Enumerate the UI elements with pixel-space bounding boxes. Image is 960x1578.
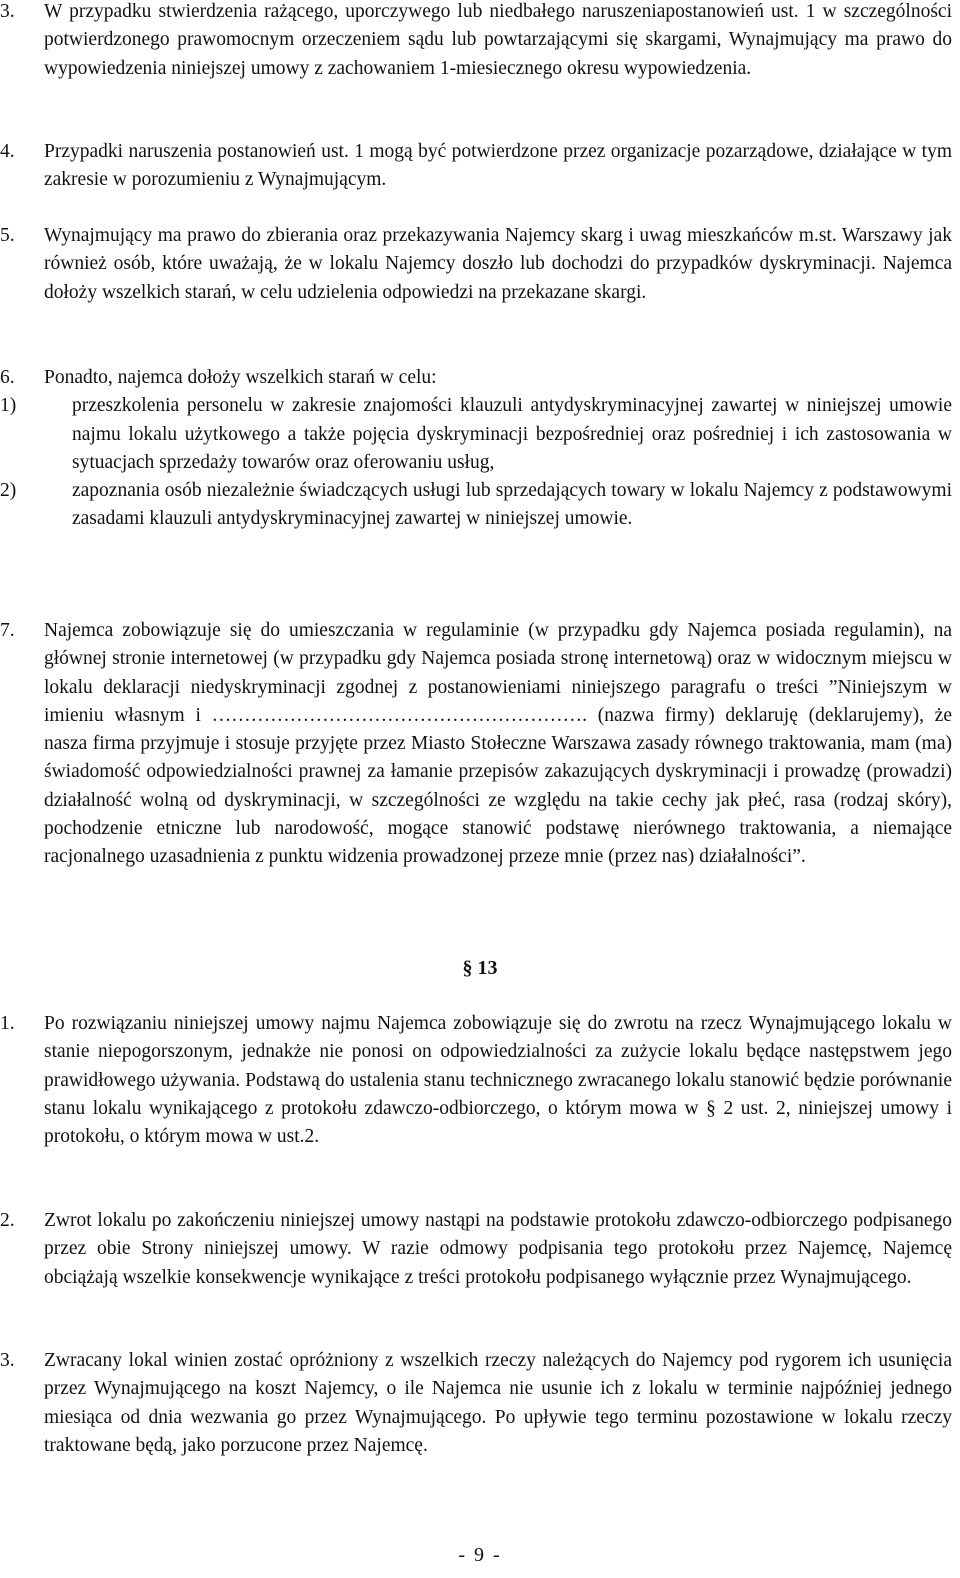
section-heading <box>0 954 960 982</box>
paragraph-item <box>0 1347 960 1460</box>
paragraph-item <box>0 1010 960 1151</box>
sub-item-number: 2) <box>0 480 17 502</box>
sub-item-text: zapoznania osób niezależnie świadczących usługi lub sprzedających towary w lokalu Najemcy z podstawowymi zasadami klauzuli antydyskryminacyjnej zawartej w niniejszej umowie. <box>72 480 952 530</box>
item-text: Po rozwiązaniu niniejszej umowy najmu Najemca zobowiązuje się do zwrotu na rzecz Wynajmującego lokalu w stanie niepogorszonym, jednakże nie ponosi on odpowiedzialności za zużycie lokalu będące następstwem jego prawidłowego używania. Podstawą do ustalenia stanu technicznego zwracanego lokalu stanowić będzie porównanie stanu lokalu wynikającego z protokołu zdawczo-odbiorczego, o którym mowa w § 2 ust. 2, niniejszej umowy i protokołu, o którym mowa w ust.2. <box>44 1013 952 1148</box>
sub-item <box>0 392 952 477</box>
item-text: Ponadto, najemca dołoży wszelkich starań w celu: <box>44 367 437 388</box>
paragraph-item <box>0 617 960 872</box>
item-number: 4. <box>0 141 15 162</box>
item-number: 6. <box>0 367 15 388</box>
paragraph-item <box>0 222 960 307</box>
item-text: Wynajmujący ma prawo do zbierania oraz przekazywania Najemcy skarg i uwag mieszkańców m.st. Warszawy jak również osób, które uważają, że w lokalu Najemcy doszło lub dochodzi do przypadków dyskryminacji. Najemca dołoży wszelkich starań, w celu udzielenia odpowiedzi na przekazane skargi. <box>44 225 952 303</box>
item-number: 7. <box>0 620 15 641</box>
paragraph-item <box>0 0 960 83</box>
sub-item-text: przeszkolenia personelu w zakresie znajomości klauzuli antydyskryminacyjnej zawartej w niniejszej umowie najmu lokalu użytkowego a także pojęcia dyskryminacji bezpośredniej oraz pośredniej i ich zastosowania w sytuacjach sprzedaży towarów oraz oferowaniu usług, <box>72 395 952 473</box>
page-number: - 9 - <box>458 1544 502 1566</box>
item-number: 3. <box>0 1350 15 1371</box>
paragraph-item <box>0 1207 960 1292</box>
paragraph-item <box>0 138 960 195</box>
sub-item <box>0 477 952 534</box>
item-text: Najemca zobowiązuje się do umieszczania w regulaminie (w przypadku gdy Najemca posiada regulamin), na głównej stronie internetowej (w przypadku gdy Najemca posiada stronę internetową) oraz w widocznym miejscu w lokalu deklaracji niedyskryminacji zgodnej z postanowieniami niniejszego paragrafu o treści ”Niniejszym w imieniu własnym i …………………………………………………. (nazwa firmy) deklaruję (deklarujemy), że nasza firma przyjmuje i stosuje przyjęte przez Miasto Stołeczne Warszawa zasady równego traktowania, mam (ma) świadomość odpowiedzialności prawnej za łamanie przepisów zakazujących dyskryminacji i prowadzę (prowadzi) działalność wolną od dyskryminacji, w szczególności ze względu na takie cechy jak płeć, rasa (rodzaj skóry), pochodzenie etniczne lub narodowość, mogące stanowić podstawę nierównego traktowania, a niemające racjonalnego uzasadnienia z punktu widzenia prowadzonej przeze mnie (przez nas) działalności”. <box>44 620 952 868</box>
section-symbol: § <box>462 957 473 979</box>
item-text: Zwracany lokal winien zostać opróżniony z wszelkich rzeczy należących do Najemcy pod rygorem ich usunięcia przez Wynajmującego na koszt Najemcy, o ile Najemca nie usunie ich z lokalu w terminie najpóźniej jednego miesiąca od dnia wezwania go przez Wynajmującego. Po upływie tego terminu pozostawione w lokalu rzeczy traktowane będą, jako porzucone przez Najemcę. <box>44 1350 952 1456</box>
item-number: 5. <box>0 225 15 246</box>
item-number: 3. <box>0 1 15 22</box>
item-text: W przypadku stwierdzenia rażącego, uporczywego lub niedbałego naruszeniapostanowień ust. 1 w szczególności potwierdzonego prawomocnym orzeczeniem sądu lub powtarzającymi się skargami, Wynajmujący ma prawo do wypowiedzenia niniejszej umowy z zachowaniem 1-miesiecznego okresu wypowiedzenia. <box>44 1 952 79</box>
item-text: Przypadki naruszenia postanowień ust. 1 mogą być potwierdzone przez organizacje pozarządowe, działające w tym zakresie w porozumieniu z Wynajmującym. <box>44 141 952 191</box>
section-number: 13 <box>477 957 498 979</box>
paragraph-item <box>0 364 960 534</box>
item-number: 1. <box>0 1013 15 1034</box>
sub-item-number: 1) <box>0 395 17 417</box>
item-number: 2. <box>0 1210 15 1231</box>
item-text: Zwrot lokalu po zakończeniu niniejszej umowy nastąpi na podstawie protokołu zdawczo-odbiorczego podpisanego przez obie Strony niniejszej umowy. W razie odmowy podpisania tego protokołu przez Najemcę, Najemcę obciążają wszelkie konsekwencje wynikające z treści protokołu podpisanego wyłącznie przez Wynajmującego. <box>44 1210 952 1288</box>
